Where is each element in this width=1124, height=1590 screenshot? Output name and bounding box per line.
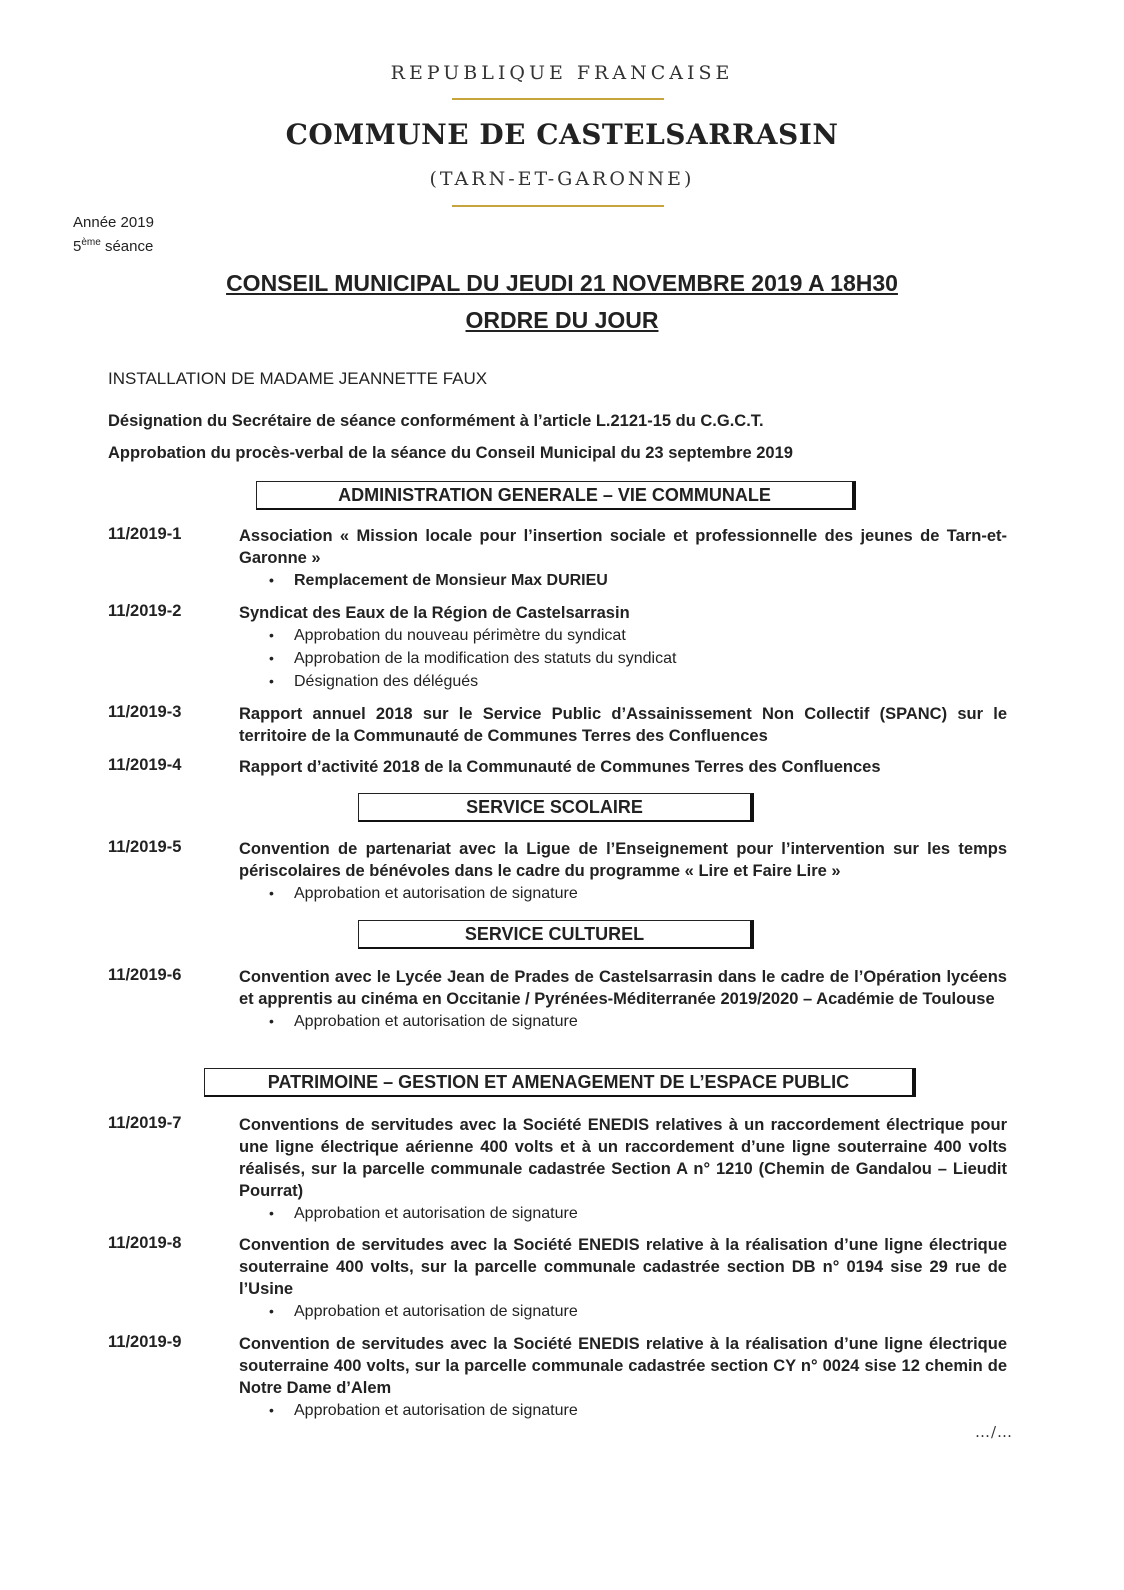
item-description: Convention de partenariat avec la Ligue de l’Enseignement pour l’intervention sur les temps périscolaires de bénévoles dans le cadre du programme « Lire et Faire Lire » — [239, 840, 1007, 880]
item-description: Rapport annuel 2018 sur le Service Public d’Assainissement Non Collectif (SPANC) sur le territoire de la Communauté de Communes Terres des Confluences — [239, 705, 1007, 745]
item-bullet: • Approbation et autorisation de signature — [239, 1202, 1007, 1225]
item-bullet: • Remplacement de Monsieur Max DURIEU — [239, 569, 1007, 592]
item-bullet: • Approbation du nouveau périmètre du syndicat — [239, 624, 1007, 647]
divider — [452, 205, 664, 207]
item-bullet: • Approbation et autorisation de signature — [239, 1300, 1007, 1323]
approbation-line: Approbation du procès-verbal de la séance du Conseil Municipal du 23 septembre 2019 — [108, 444, 793, 462]
session-label: 5ème séance — [73, 237, 154, 255]
departement-heading: (TARN-ET-GARONNE) — [429, 168, 695, 190]
item-bullet: • Approbation et autorisation de signature — [239, 1399, 1007, 1422]
item-description: Syndicat des Eaux de la Région de Castelsarrasin — [239, 604, 630, 622]
item-description: Convention de servitudes avec la Société ENEDIS relative à la réalisation d’une ligne électrique souterraine 400 volts, sur la parcelle communale cadastrée section DB n° 0194 sise 29 rue de l’Usine — [239, 1236, 1007, 1298]
commune-heading: COMMUNE DE CASTELSARRASIN — [285, 118, 839, 151]
item-description: Convention de servitudes avec la Société ENEDIS relative à la réalisation d’une ligne électrique souterraine 400 volts, sur la parcelle communale cadastrée section CY n° 0024 sise 12 chemin de Notre Dame d’Alem — [239, 1335, 1007, 1397]
item-number: 11/2019-8 — [108, 1234, 182, 1252]
section-admin: ADMINISTRATION GENERALE – VIE COMMUNALE — [256, 481, 856, 510]
item-number: 11/2019-1 — [108, 525, 182, 543]
page-title: CONSEIL MUNICIPAL DU JEUDI 21 NOVEMBRE 2019 A 18H30 — [226, 270, 898, 296]
section-culturel: SERVICE CULTUREL — [358, 920, 754, 949]
item-description: Convention avec le Lycée Jean de Prades de Castelsarrasin dans le cadre de l’Opération lycéens et apprentis au cinéma en Occitanie / Pyrénées-Méditerranée 2019/2020 – Académie de Toulouse — [239, 968, 1007, 1008]
item-bullet: • Approbation et autorisation de signature — [239, 882, 1007, 905]
divider — [452, 98, 664, 100]
item-number: 11/2019-4 — [108, 756, 182, 774]
year-label: Année 2019 — [73, 214, 154, 231]
section-patrimoine: PATRIMOINE – GESTION ET AMENAGEMENT DE L’ESPACE PUBLIC — [204, 1068, 916, 1097]
item-bullet: • Approbation et autorisation de signature — [239, 1010, 1007, 1033]
designation-line: Désignation du Secrétaire de séance conformément à l’article L.2121-15 du C.G.C.T. — [108, 412, 764, 430]
section-scolaire: SERVICE SCOLAIRE — [358, 793, 754, 822]
item-description: Conventions de servitudes avec la Société ENEDIS relatives à un raccordement électrique pour une ligne électrique aérienne 400 volts et à un raccordement d’une ligne souterraine 400 volts réalisés, sur la parcelle communale cadastrée Section A n° 1210 (Chemin de Gandalou – Lieudit Pourrat) — [239, 1116, 1007, 1200]
item-number: 11/2019-6 — [108, 966, 182, 984]
item-bullet: • Désignation des délégués — [239, 670, 1007, 693]
item-number: 11/2019-7 — [108, 1114, 182, 1132]
item-description: Rapport d’activité 2018 de la Communauté de Communes Terres des Confluences — [239, 758, 881, 776]
republique-heading: REPUBLIQUE FRANCAISE — [390, 62, 734, 84]
continuation-mark: …/… — [975, 1423, 1014, 1441]
item-number: 11/2019-2 — [108, 602, 182, 620]
item-number: 11/2019-5 — [108, 838, 182, 856]
installation-line: INSTALLATION DE MADAME JEANNETTE FAUX — [108, 369, 488, 388]
page-subtitle: ORDRE DU JOUR — [465, 307, 659, 333]
item-description: Association « Mission locale pour l’insertion sociale et professionnelle des jeunes de Tarn-et-Garonne » — [239, 527, 1007, 567]
item-number: 11/2019-3 — [108, 703, 182, 721]
session-info — [73, 213, 154, 257]
item-number: 11/2019-9 — [108, 1333, 182, 1351]
item-bullet: • Approbation de la modification des statuts du syndicat — [239, 647, 1007, 670]
